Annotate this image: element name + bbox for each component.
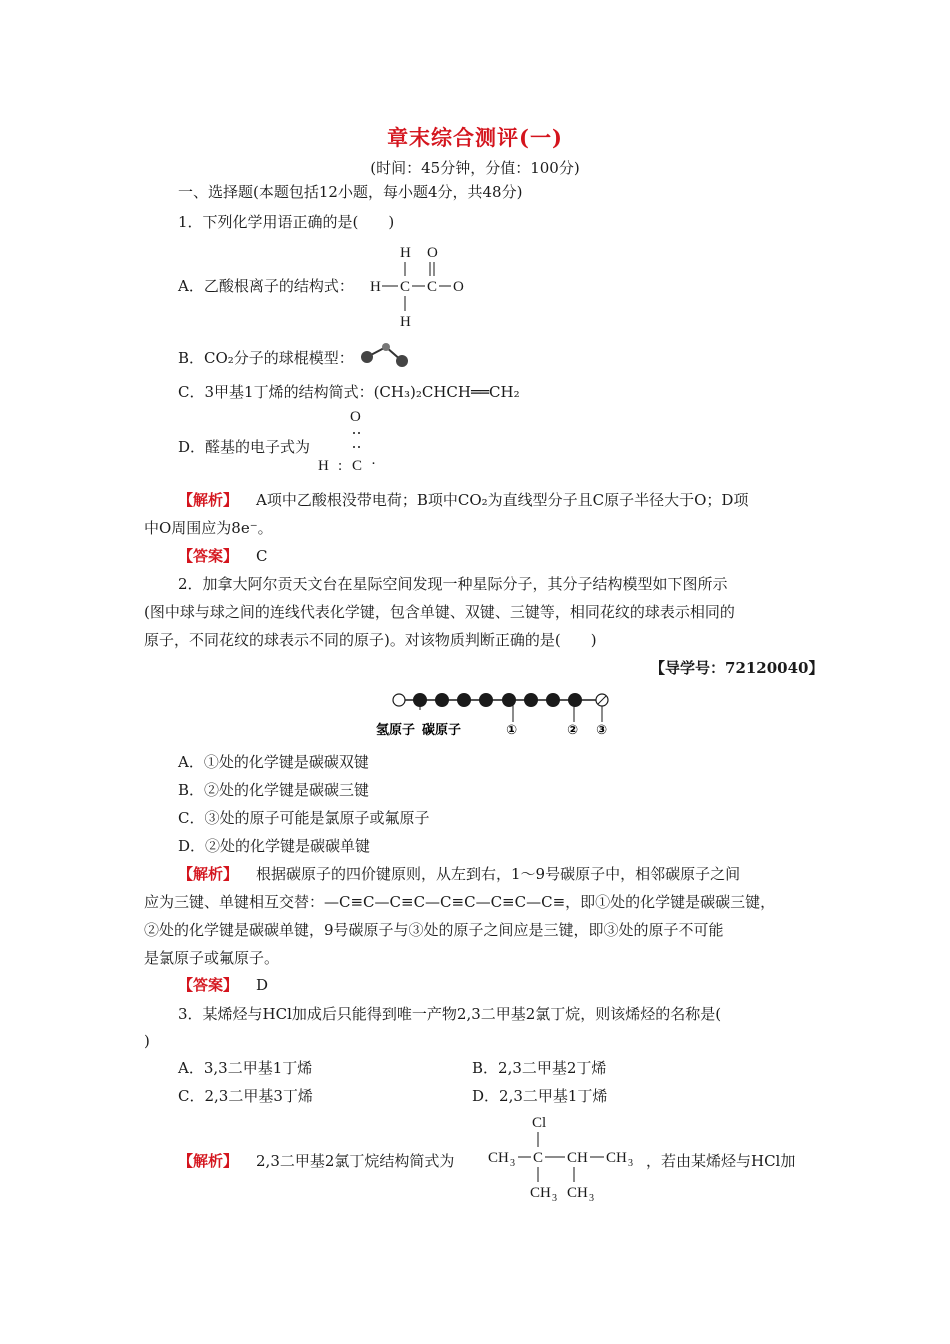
svg-text:Cl: Cl — [532, 1115, 547, 1131]
hydrogen-atom — [393, 694, 405, 706]
carbon-atom — [524, 693, 538, 707]
atom-H-bottom: H — [400, 314, 411, 330]
svg-text:3: 3 — [589, 1193, 594, 1203]
q1-option-c: C．3甲基1丁烯的结构简式：(CH₃)₂CHCH══CH₂ — [178, 383, 520, 401]
guide-number: 【导学号：72120040】 — [650, 659, 824, 677]
svg-text:CH: CH — [530, 1185, 551, 1201]
label-carbon: 碳原子 — [422, 723, 462, 738]
answer-tag: 【答案】 — [178, 976, 239, 994]
label-site-3: ③ — [596, 723, 608, 738]
svg-text:C: C — [352, 458, 363, 474]
atom-O-top: O — [427, 245, 438, 261]
section-heading: 一、选择题(本题包括12小题，每小题4分，共48分) — [178, 183, 523, 201]
svg-text:3: 3 — [628, 1158, 633, 1169]
carbon-atom — [457, 693, 471, 707]
svg-text:CH: CH — [488, 1150, 509, 1166]
svg-text:C: C — [533, 1150, 544, 1166]
page-title: 章末综合测评(一) — [387, 125, 563, 150]
answer-tag: 【答案】 — [178, 547, 239, 565]
analysis-tag: 【解析】 — [178, 1152, 239, 1170]
label-hydrogen: 氢原子 — [376, 723, 416, 738]
svg-text:3: 3 — [510, 1158, 515, 1169]
svg-text:CH: CH — [567, 1150, 588, 1166]
q1-analysis-line-1: 【解析】 A项中乙酸根没带电荷；B项中CO₂为直线型分子且C原子半径大于O；D项 — [178, 491, 749, 509]
q1-option-d: D．醛基的电子式为 — [178, 438, 311, 456]
q2-answer: 【答案】 D — [178, 976, 269, 994]
q2-stem-line-2: (图中球与球之间的连线代表化学键，包含单键、双键、三键等，相同花纹的球表示相同的 — [144, 603, 735, 621]
q3-option-c: C．2,3二甲基3丁烯 — [178, 1087, 313, 1105]
q3-stem-line-1: 3．某烯烃与HCl加成后只能得到唯一产物2,3二甲基2氯丁烷，则该烯烃的名称是( — [178, 1005, 722, 1023]
svg-text:CH: CH — [567, 1185, 588, 1201]
q1-option-a: A．乙酸根离子的结构式： — [178, 277, 354, 295]
label-site-1: ① — [506, 723, 518, 738]
q3-stem-line-2: ) — [144, 1032, 150, 1050]
co2-ball-stick-figure — [358, 340, 414, 370]
q2-analysis-line-3: ②处的化学键是碳碳单键，9号碳原子与③处的原子之间应是三键，即③处的原子不可能 — [144, 921, 724, 939]
q2-stem-line-1: 2．加拿大阿尔贡天文台在星际空间发现一种星际分子，其分子结构模型如下图所示 — [178, 575, 728, 593]
svg-text:CH: CH — [606, 1150, 627, 1166]
carbon-atom — [546, 693, 560, 707]
svg-text:·: · — [371, 456, 376, 472]
q3-analysis-continuation: ，若由某烯烃与HCl加 — [646, 1152, 796, 1170]
q2-option-c: C．③处的原子可能是氯原子或氟原子 — [178, 809, 430, 827]
carbon-atom — [479, 693, 493, 707]
svg-text::: : — [338, 458, 343, 474]
analysis-tag: 【解析】 — [178, 491, 239, 509]
atom-ball — [396, 355, 408, 367]
q2-option-d: D．②处的化学键是碳碳单键 — [178, 837, 371, 855]
carbon-atom — [568, 693, 582, 707]
q1-option-b: B．CO₂分子的球棍模型： — [178, 349, 354, 367]
q2-stem-line-3: 原子，不同花纹的球表示不同的原子)。对该物质判断正确的是( ) — [144, 631, 597, 649]
atom-C1: C — [400, 279, 411, 295]
q2-analysis-line-1: 【解析】 根据碳原子的四价键原则，从左到右，1～9号碳原子中，相邻碳原子之间 — [178, 865, 741, 883]
atom-H-left: H — [370, 279, 381, 295]
atom-C2: C — [427, 279, 438, 295]
q3-option-d: D．2,3二甲基1丁烯 — [472, 1087, 608, 1105]
carbon-atom — [502, 693, 516, 707]
q1-analysis-line-2: 中O周围应为8e⁻。 — [144, 519, 273, 537]
svg-text:3: 3 — [552, 1193, 557, 1203]
q1-stem: 1．下列化学用语正确的是( ) — [178, 213, 395, 231]
analysis-tag: 【解析】 — [178, 865, 239, 883]
q1-answer: 【答案】 C — [178, 547, 268, 565]
atom-H-top: H — [400, 245, 411, 261]
aldehyde-electron-formula-figure — [312, 405, 392, 475]
svg-text:H: H — [318, 458, 329, 474]
q3-option-b: B．2,3二甲基2丁烯 — [472, 1059, 607, 1077]
q3-option-a: A．3,3二甲基1丁烯 — [178, 1059, 313, 1077]
q2-option-a: A．①处的化学键是碳碳双键 — [178, 753, 369, 771]
chloroalkane-structure-figure — [488, 1111, 638, 1203]
q2-analysis-line-4: 是氯原子或氟原子。 — [144, 949, 280, 967]
atom-ball — [382, 343, 390, 351]
interstellar-molecule-figure — [370, 688, 620, 740]
atom-ball — [361, 351, 373, 363]
q2-analysis-line-2: 应为三键、单键相互交替：—C≡C—C≡C—C≡C—C≡C—C≡，即①处的化学键是碳碳三键， — [144, 893, 776, 911]
label-site-2: ② — [567, 723, 579, 738]
carbon-atom — [435, 693, 449, 707]
q2-option-b: B．②处的化学键是碳碳三键 — [178, 781, 370, 799]
page-subtitle: (时间：45分钟，分值：100分) — [370, 159, 580, 177]
q3-analysis-line-1: 【解析】 2,3二甲基2氯丁烷结构简式为 — [178, 1152, 455, 1170]
acetate-structure-figure — [368, 240, 478, 330]
svg-text:O: O — [350, 409, 361, 425]
atom-O-right: O — [453, 279, 464, 295]
